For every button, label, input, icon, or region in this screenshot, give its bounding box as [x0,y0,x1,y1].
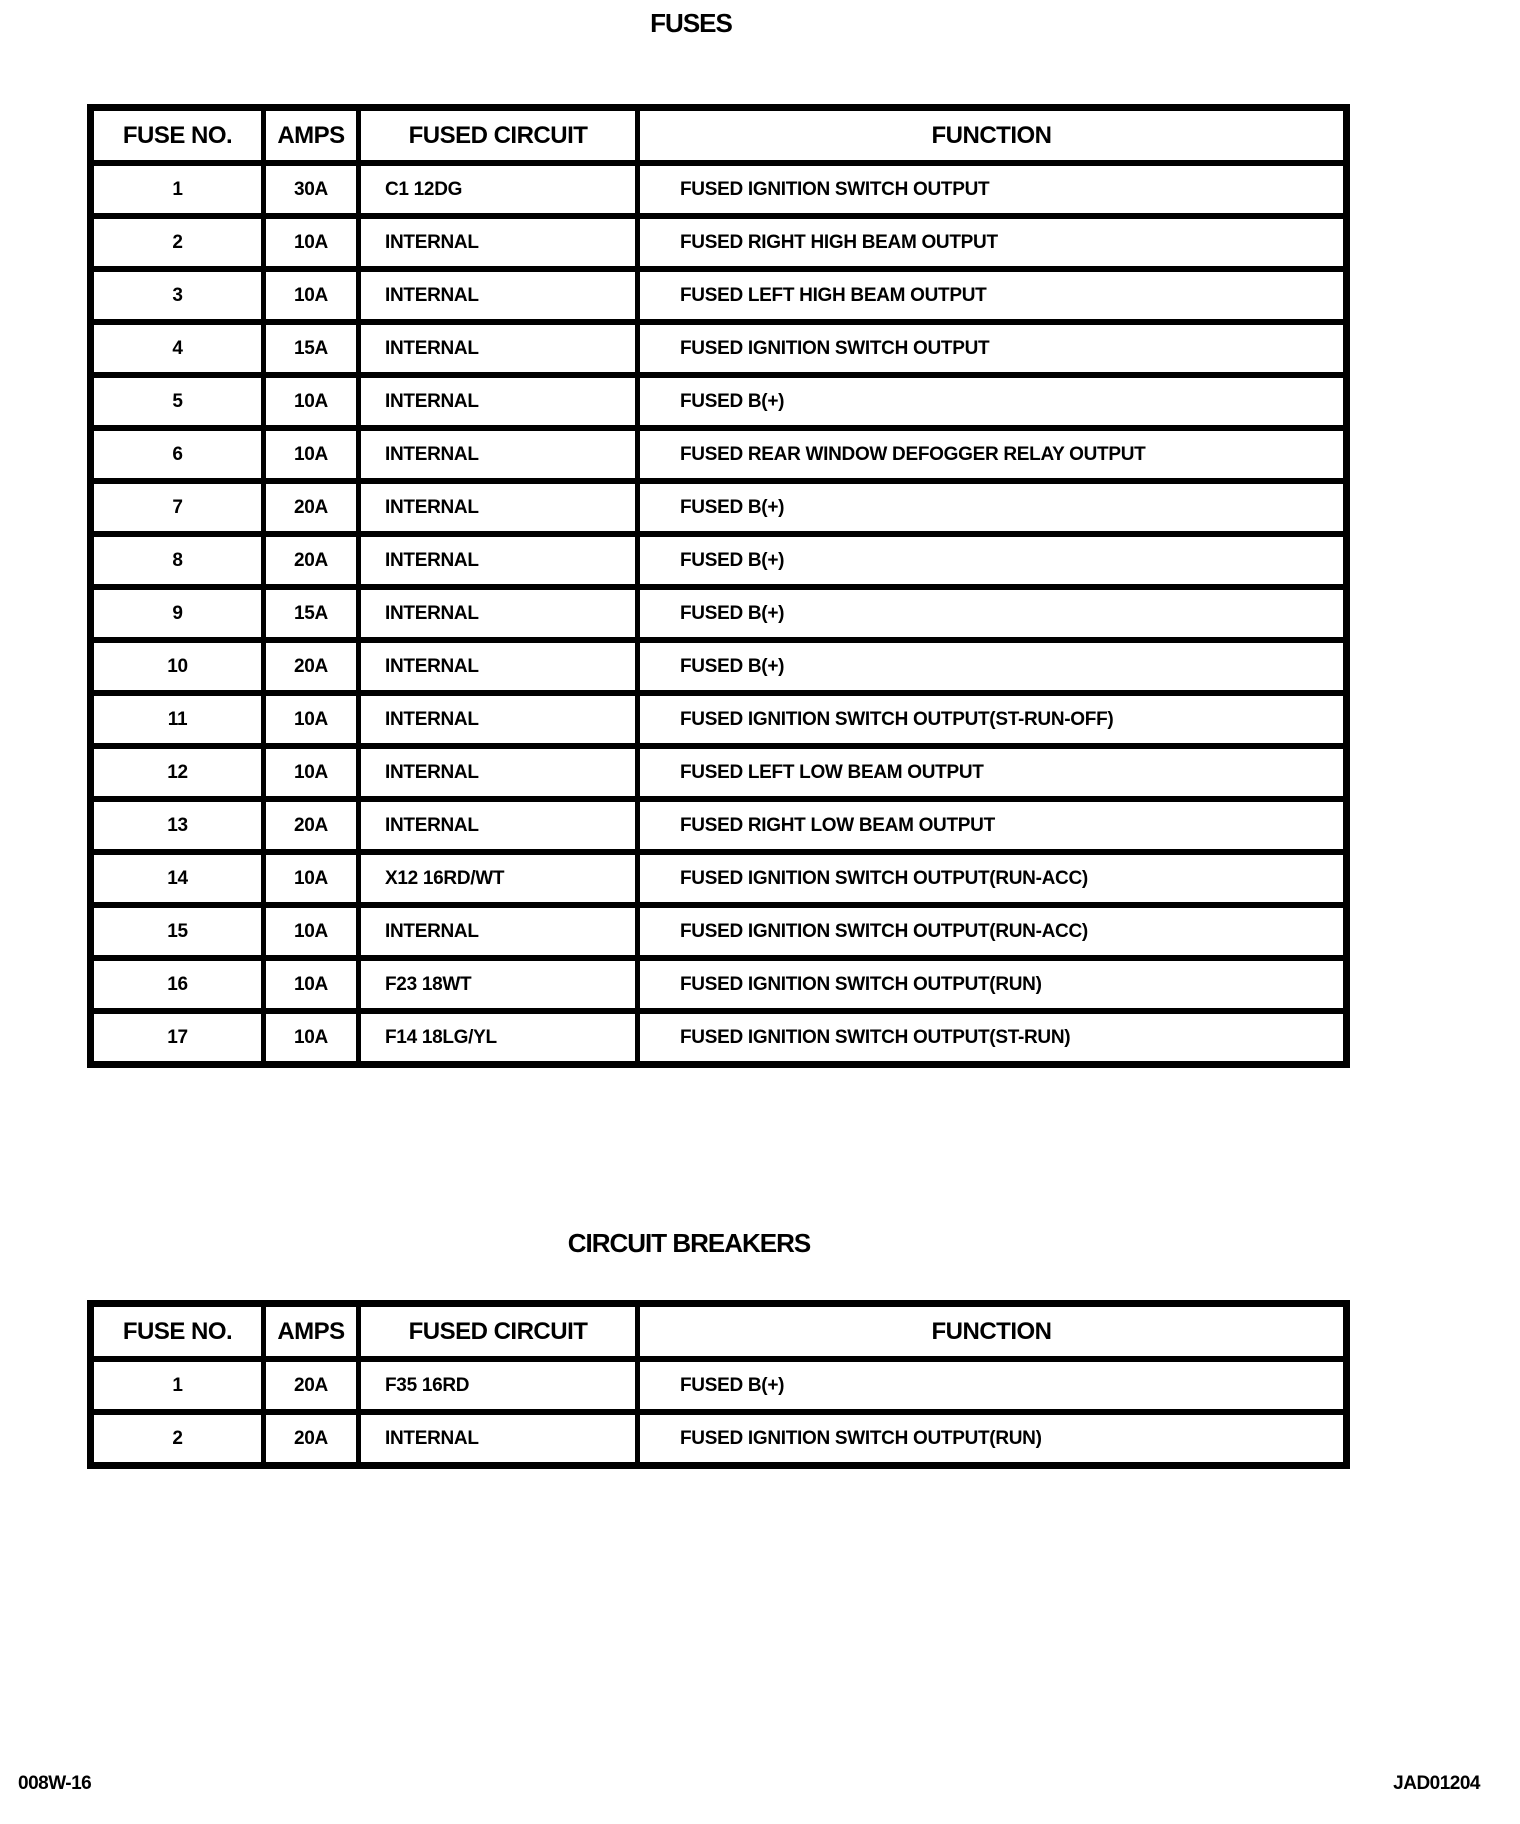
function-cell: FUSED REAR WINDOW DEFOGGER RELAY OUTPUT [638,428,1347,481]
table-row [91,852,1347,905]
function-cell: FUSED RIGHT LOW BEAM OUTPUT [638,799,1347,852]
table-row [91,1011,1347,1065]
table-row [91,693,1347,746]
table-row [91,640,1347,693]
page-code-left: 008W-16 [18,1773,92,1794]
fused-circuit-cell: INTERNAL [359,746,638,799]
fused-circuit-cell: INTERNAL [359,216,638,269]
function-cell: FUSED B(+) [638,587,1347,640]
header-function: FUNCTION [638,108,1347,164]
fuse-no-cell: 1 [91,163,264,216]
fused-circuit-cell: INTERNAL [359,322,638,375]
fuse-no-cell: 12 [91,746,264,799]
amps-cell: 10A [264,375,359,428]
page-title: FUSES [650,8,732,38]
function-cell: FUSED B(+) [638,640,1347,693]
amps-cell: 10A [264,958,359,1011]
table-row [91,746,1347,799]
fused-circuit-cell: INTERNAL [359,640,638,693]
function-cell: FUSED B(+) [638,375,1347,428]
fused-circuit-cell: INTERNAL [359,1412,638,1466]
function-cell: FUSED B(+) [638,1359,1347,1412]
table-row [91,322,1347,375]
function-cell: FUSED IGNITION SWITCH OUTPUT(ST-RUN) [638,1011,1347,1065]
amps-cell: 20A [264,534,359,587]
amps-cell: 30A [264,163,359,216]
amps-cell: 20A [264,640,359,693]
fused-circuit-cell: INTERNAL [359,269,638,322]
table-row [91,428,1347,481]
fuse-no-cell: 9 [91,587,264,640]
function-cell: FUSED IGNITION SWITCH OUTPUT [638,163,1347,216]
amps-cell: 10A [264,216,359,269]
fused-circuit-cell: X12 16RD/WT [359,852,638,905]
amps-cell: 15A [264,587,359,640]
fused-circuit-cell: INTERNAL [359,587,638,640]
fuse-no-cell: 14 [91,852,264,905]
amps-cell: 15A [264,322,359,375]
function-cell: FUSED B(+) [638,534,1347,587]
fuse-no-cell: 10 [91,640,264,693]
section-title-circuit-breakers: CIRCUIT BREAKERS [567,1228,811,1258]
table-row [91,1359,1347,1412]
fuse-no-cell: 16 [91,958,264,1011]
function-cell: FUSED IGNITION SWITCH OUTPUT(RUN) [638,958,1347,1011]
header-function: FUNCTION [638,1304,1347,1360]
fused-circuit-cell: F14 18LG/YL [359,1011,638,1065]
table-row [91,534,1347,587]
fuse-no-cell: 1 [91,1359,264,1412]
header-fused-circuit: FUSED CIRCUIT [359,1304,638,1360]
header-fuse-no: FUSE NO. [91,108,264,164]
table-header-row [91,1304,1347,1360]
header-fused-circuit: FUSED CIRCUIT [359,108,638,164]
amps-cell: 20A [264,799,359,852]
fuse-no-cell: 8 [91,534,264,587]
function-cell: FUSED IGNITION SWITCH OUTPUT(ST-RUN-OFF) [638,693,1347,746]
circuit-breakers-table [87,1300,1350,1469]
table-row [91,269,1347,322]
amps-cell: 10A [264,852,359,905]
fused-circuit-cell: INTERNAL [359,799,638,852]
function-cell: FUSED IGNITION SWITCH OUTPUT(RUN-ACC) [638,852,1347,905]
fuse-no-cell: 13 [91,799,264,852]
table-header-row [91,108,1347,164]
fuse-no-cell: 11 [91,693,264,746]
amps-cell: 20A [264,1359,359,1412]
table-row [91,958,1347,1011]
header-amps: AMPS [264,108,359,164]
page-code-right: JAD01204 [1393,1773,1480,1794]
function-cell: FUSED RIGHT HIGH BEAM OUTPUT [638,216,1347,269]
amps-cell: 10A [264,693,359,746]
table-row [91,587,1347,640]
function-cell: FUSED IGNITION SWITCH OUTPUT(RUN-ACC) [638,905,1347,958]
fused-circuit-cell: INTERNAL [359,481,638,534]
fuses-table [87,104,1350,1068]
fuse-no-cell: 5 [91,375,264,428]
amps-cell: 10A [264,428,359,481]
fuse-no-cell: 7 [91,481,264,534]
fuse-no-cell: 3 [91,269,264,322]
table-row [91,375,1347,428]
fused-circuit-cell: INTERNAL [359,905,638,958]
function-cell: FUSED LEFT HIGH BEAM OUTPUT [638,269,1347,322]
table-row [91,216,1347,269]
function-cell: FUSED IGNITION SWITCH OUTPUT(RUN) [638,1412,1347,1466]
fused-circuit-cell: INTERNAL [359,693,638,746]
function-cell: FUSED LEFT LOW BEAM OUTPUT [638,746,1347,799]
fused-circuit-cell: INTERNAL [359,375,638,428]
fuse-no-cell: 4 [91,322,264,375]
amps-cell: 10A [264,746,359,799]
fuse-no-cell: 17 [91,1011,264,1065]
table-row [91,905,1347,958]
fused-circuit-cell: F23 18WT [359,958,638,1011]
function-cell: FUSED IGNITION SWITCH OUTPUT [638,322,1347,375]
function-cell: FUSED B(+) [638,481,1347,534]
table-row [91,1412,1347,1466]
amps-cell: 10A [264,1011,359,1065]
table-row [91,481,1347,534]
fused-circuit-cell: INTERNAL [359,534,638,587]
fuse-no-cell: 2 [91,216,264,269]
fused-circuit-cell: F35 16RD [359,1359,638,1412]
fuse-no-cell: 6 [91,428,264,481]
fuse-no-cell: 15 [91,905,264,958]
fuse-no-cell: 2 [91,1412,264,1466]
amps-cell: 10A [264,269,359,322]
amps-cell: 10A [264,905,359,958]
header-fuse-no: FUSE NO. [91,1304,264,1360]
fused-circuit-cell: INTERNAL [359,428,638,481]
amps-cell: 20A [264,481,359,534]
table-row [91,163,1347,216]
amps-cell: 20A [264,1412,359,1466]
table-row [91,799,1347,852]
fused-circuit-cell: C1 12DG [359,163,638,216]
header-amps: AMPS [264,1304,359,1360]
